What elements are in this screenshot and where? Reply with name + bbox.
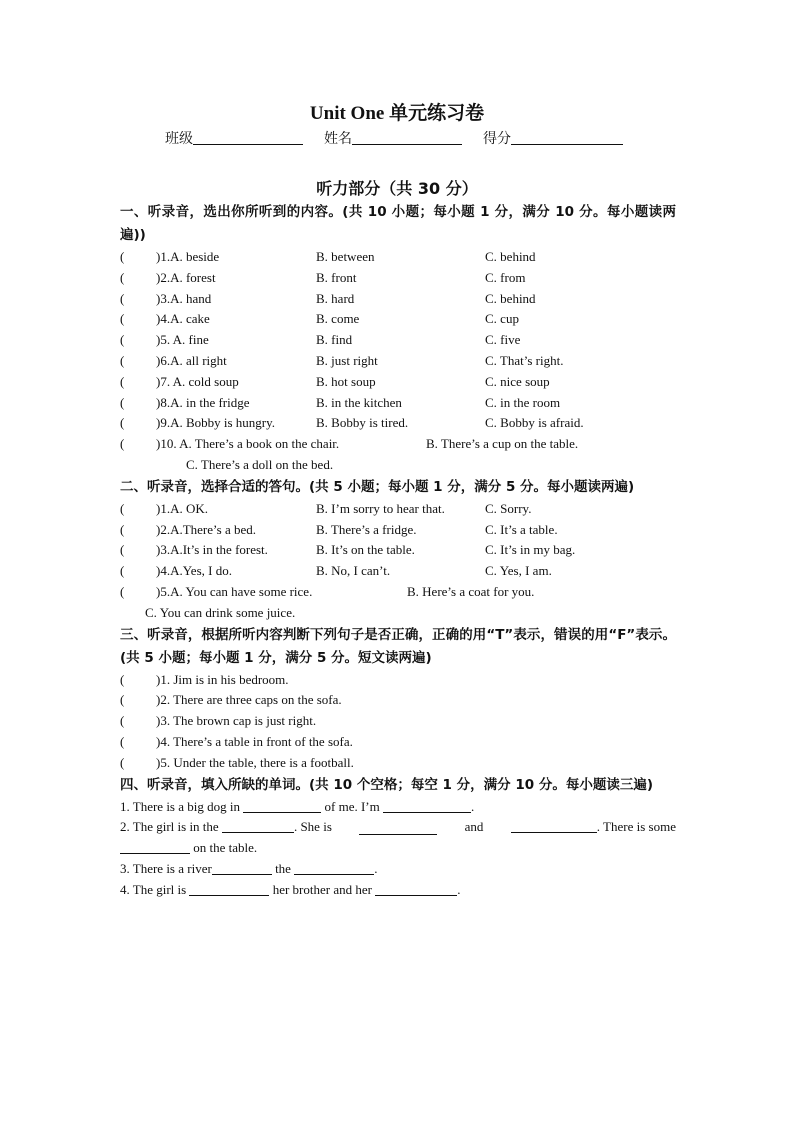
statement-row: ( )5. Under the table, there is a football. (120, 754, 354, 770)
answer-blank[interactable] (383, 799, 471, 813)
question-row: ( )2.A.There’s a bed. B. There’s a fridge. C. It’s a table. (120, 521, 558, 537)
score-label: 得分 (483, 132, 511, 147)
class-label: 班级 (165, 132, 193, 147)
answer-blank[interactable] (243, 799, 321, 813)
question-row: ( )1.A. OK. B. I’m sorry to hear that. C. Sorry. (120, 500, 532, 516)
name-blank[interactable] (352, 130, 462, 145)
statement-row: ( )3. The brown cap is just right. (120, 713, 317, 729)
question-row: ( )10. A. There’s a book on the chair. B. There’s a cup on the table. (120, 436, 579, 452)
fill-sentence-2-cont: on the table. (120, 838, 676, 859)
fill-sentence-1: 1. There is a big dog in of me. I’m . (120, 798, 475, 814)
part3-list (120, 670, 676, 774)
part2-list (120, 499, 676, 624)
question-row-continued: C. There’s a doll on the bed. (186, 456, 334, 472)
listening-section-title: 听力部分（共 30 分） (316, 179, 478, 198)
question-row: ( )9.A. Bobby is hungry. B. Bobby is tired. C. Bobby is afraid. (120, 415, 584, 431)
answer-blank[interactable] (511, 819, 597, 833)
answer-blank[interactable] (294, 861, 374, 875)
name-label: 姓名 (324, 132, 352, 147)
question-row: ( )3.A.It’s in the forest. B. It’s on the table. C. It’s in my bag. (120, 542, 576, 558)
part3-instruction: 三、听录音，根据所听内容判断下列句子是否正确，正确的用“T”表示，错误的用“F”表示。(共 5 小题；每小题 1 分，满分 5 分。短文读两遍) (120, 626, 676, 666)
statement-row: ( )2. There are three caps on the sofa. (120, 692, 342, 708)
answer-blank[interactable] (120, 840, 190, 854)
score-blank[interactable] (511, 130, 623, 145)
fill-sentence-2: 2. The girl is in the . She is and . There is some (120, 819, 676, 835)
class-blank[interactable] (193, 130, 303, 145)
question-row: ( )4.A. cake B. come C. cup (120, 311, 519, 327)
question-row: ( )8.A. in the fridge B. in the kitchen C. in the room (120, 394, 561, 410)
part1-list (120, 247, 676, 476)
question-row: ( )7. A. cold soup B. hot soup C. nice soup (120, 373, 550, 389)
answer-blank[interactable] (222, 819, 294, 833)
answer-blank[interactable] (359, 821, 437, 835)
answer-blank[interactable] (375, 882, 457, 896)
question-row-continued: C. You can drink some juice. (145, 604, 296, 620)
part1-instruction: 一、听录音，选出你所听到的内容。(共 10 小题；每小题 1 分，满分 10 分。每小题读两遍)) (120, 204, 676, 243)
part4-list (120, 797, 676, 901)
part4-instruction: 四、听录音，填入所缺的单词。(共 10 个空格；每空 1 分，满分 10 分。每小题读三遍) (120, 776, 654, 793)
answer-blank[interactable] (189, 882, 269, 896)
statement-row: ( )4. There’s a table in front of the sofa. (120, 733, 353, 749)
question-row: ( )1.A. beside B. between C. behind (120, 249, 536, 264)
fill-sentence-4: 4. The girl is her brother and her . (120, 881, 461, 897)
worksheet-content (120, 201, 676, 901)
part2-instruction: 二、听录音，选择合适的答句。(共 5 小题；每小题 1 分，满分 5 分。每小题读两遍) (120, 478, 635, 495)
question-row: ( )4.A.Yes, I do. B. No, I can’t. C. Yes, I am. (120, 563, 552, 579)
question-row: ( )6.A. all right B. just right C. That’s right. (120, 352, 564, 368)
question-row: ( )5.A. You can have some rice. B. Here’s a coat for you. (120, 583, 535, 599)
fill-sentence-3: 3. There is a river the . (120, 860, 378, 876)
student-info-row (165, 128, 623, 148)
answer-blank[interactable] (212, 861, 272, 875)
statement-row: ( )1. Jim is in his bedroom. (120, 671, 289, 687)
worksheet-title: Unit One 单元练习卷 (309, 103, 485, 124)
question-row: ( )3.A. hand B. hard C. behind (120, 290, 536, 306)
question-row: ( )5. A. fine B. find C. five (120, 332, 521, 348)
question-row: ( )2.A. forest B. front C. from (120, 269, 526, 285)
